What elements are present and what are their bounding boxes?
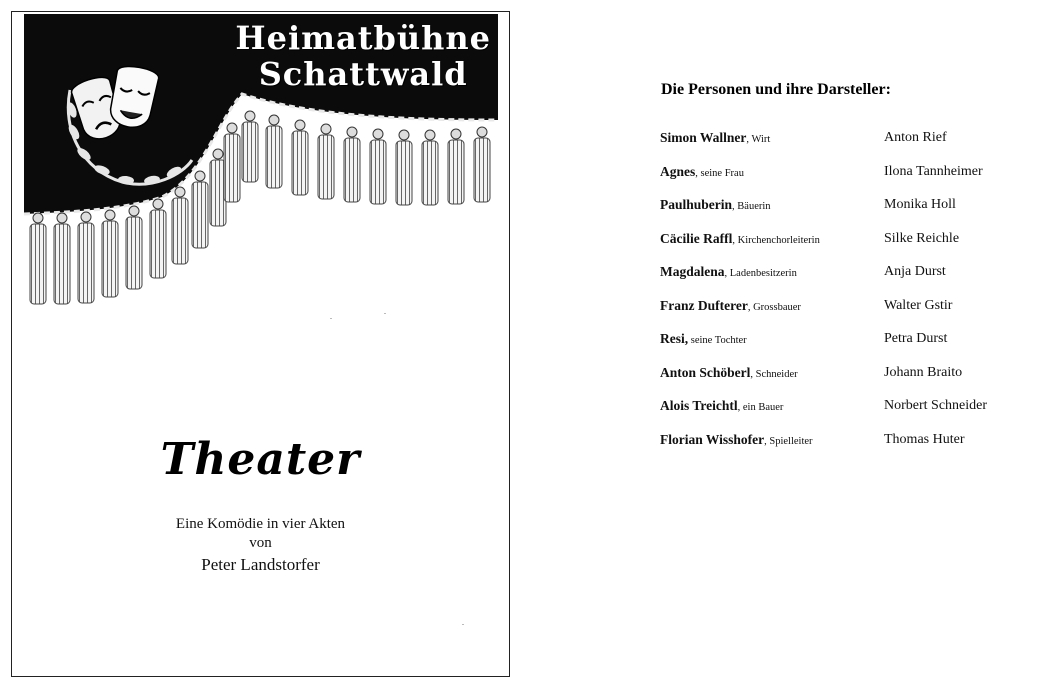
- role-description: , Spielleiter: [764, 435, 813, 447]
- role-name: Simon Wallner: [660, 130, 747, 145]
- cast-row: [660, 294, 1020, 328]
- role: [660, 331, 747, 347]
- actor-name: Monika Holl: [884, 197, 956, 212]
- cast-row: [660, 227, 1020, 261]
- club-name-line-1: Heimatbühne: [235, 19, 491, 57]
- actor-name: Norbert Schneider: [884, 398, 988, 413]
- role: [660, 365, 798, 381]
- subtitle-genre: Eine Komödie in vier Akten: [175, 516, 346, 532]
- print-speck: [330, 318, 332, 319]
- author-name: Peter Landstorfer: [201, 555, 320, 574]
- role-description: , Grossbauer: [747, 301, 801, 313]
- role: [660, 231, 820, 247]
- role-name: Paulhuberin: [660, 197, 733, 212]
- role-description: , Kirchenchorleiterin: [732, 234, 820, 246]
- actor-name: Silke Reichle: [884, 230, 960, 246]
- actor-name: Petra Durst: [884, 331, 948, 346]
- role: [660, 298, 801, 314]
- cast-list: [660, 126, 1020, 461]
- actor-name: Thomas Huter: [884, 431, 965, 447]
- cast-row: [660, 327, 1020, 361]
- role-description: , Schneider: [750, 368, 798, 380]
- actor-name: Johann Braito: [884, 364, 963, 380]
- role: [660, 432, 813, 448]
- cast-row: [660, 160, 1020, 194]
- print-speck: [462, 624, 464, 625]
- actor-name: Ilona Tannheimer: [884, 163, 983, 179]
- cast-row: [660, 260, 1020, 294]
- role-name: Agnes: [660, 163, 696, 179]
- cover-page: [11, 11, 510, 677]
- club-name-line-2: Schattwald: [258, 55, 468, 93]
- cast-row: [660, 428, 1020, 462]
- actor-name: Anton Rief: [884, 130, 947, 145]
- role-description: , Bäuerin: [732, 201, 771, 212]
- cast-row: [660, 193, 1020, 227]
- role-name: Franz Dufterer: [660, 297, 748, 313]
- role-name: Alois Treichtl: [660, 398, 738, 413]
- cast-row: [660, 361, 1020, 395]
- role-name: Resi,: [660, 331, 689, 346]
- role-name: Anton Schöberl: [660, 364, 751, 380]
- role: [660, 264, 797, 280]
- club-name: [235, 20, 491, 92]
- cast-row: [660, 126, 1020, 160]
- role: [660, 398, 783, 414]
- print-speck: [384, 313, 386, 314]
- actor-name: Anja Durst: [884, 264, 946, 279]
- role-name: Cäcilie Raffl: [660, 230, 733, 246]
- role-name: Magdalena: [660, 264, 725, 279]
- cast-heading: Die Personen und ihre Darsteller:: [661, 81, 891, 98]
- role-description: seine Tochter: [688, 335, 747, 346]
- role-description: , Ladenbesitzerin: [724, 268, 797, 279]
- role: [660, 130, 770, 146]
- actor-name: Walter Gstir: [884, 297, 953, 313]
- play-title: Theater: [160, 434, 361, 485]
- role-description: , ein Bauer: [737, 402, 784, 413]
- subtitle-by: von: [249, 535, 272, 551]
- cast-row: [660, 394, 1020, 428]
- role-name: Florian Wisshofer: [660, 431, 765, 447]
- role: [660, 164, 744, 180]
- role-description: , seine Frau: [695, 167, 744, 179]
- play-subtitle: [12, 515, 509, 576]
- role-description: , Wirt: [746, 134, 771, 145]
- tassel-row-upper: [242, 111, 490, 205]
- role: [660, 197, 771, 213]
